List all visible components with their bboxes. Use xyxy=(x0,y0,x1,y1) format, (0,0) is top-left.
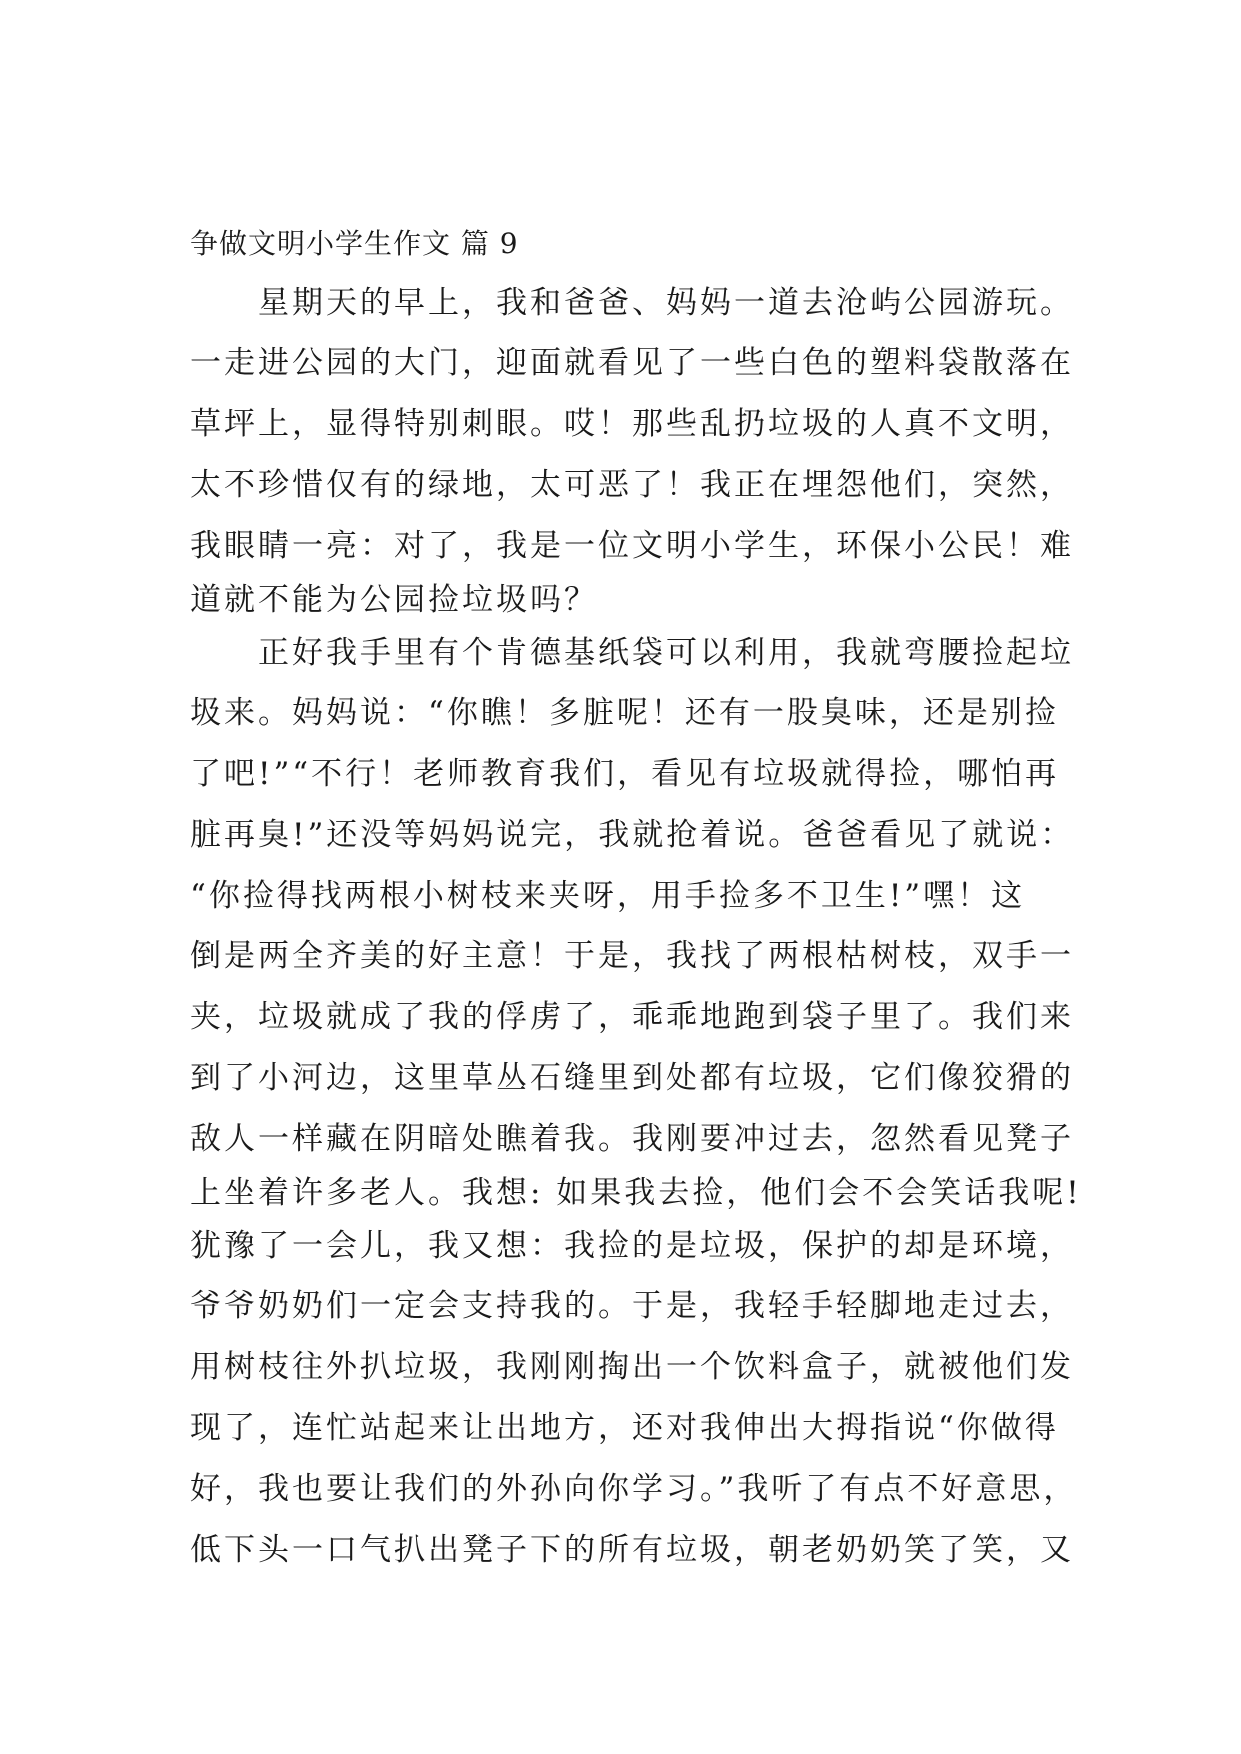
text-line: 我眼睛一亮：对了，我是一位文明小学生，环保小公民！难 xyxy=(190,528,1074,564)
text-line: 爷爷奶奶们一定会支持我的。于是，我轻手轻脚地走过去， xyxy=(190,1288,1074,1324)
text-line: 现了，连忙站起来让出地方，还对我伸出大拇指说“你做得 xyxy=(190,1410,1059,1446)
text-line: 敌人一样藏在阴暗处瞧着我。我刚要冲过去，忽然看见凳子 xyxy=(190,1121,1074,1157)
text-line: 圾来。妈妈说：“你瞧！多脏呢！还有一股臭味，还是别捡 xyxy=(190,695,1059,731)
text-line: 犹豫了一会儿，我又想：我捡的是垃圾，保护的却是环境， xyxy=(190,1228,1074,1264)
text-line: 脏再臭!”还没等妈妈说完，我就抢着说。爸爸看见了就说： xyxy=(190,817,1075,853)
document-title: 争做文明小学生作文 篇 9 xyxy=(190,227,519,260)
text-line: 低下头一口气扒出凳子下的所有垃圾，朝老奶奶笑了笑，又 xyxy=(190,1532,1074,1568)
text-line: 一走进公园的大门，迎面就看见了一些白色的塑料袋散落在 xyxy=(190,345,1074,381)
text-line: 到了小河边，这里草丛石缝里到处都有垃圾，它们像狡猾的 xyxy=(190,1060,1074,1096)
text-line: 太不珍惜仅有的绿地，太可恶了！我正在埋怨他们，突然， xyxy=(190,467,1074,503)
text-line: 夹，垃圾就成了我的俘虏了，乖乖地跑到袋子里了。我们来 xyxy=(190,999,1074,1035)
text-line: 道就不能为公园捡垃圾吗？ xyxy=(190,582,598,618)
text-line: 了吧!”“不行！老师教育我们，看见有垃圾就得捡，哪怕再 xyxy=(190,756,1060,792)
text-line: 正好我手里有个肯德基纸袋可以利用，我就弯腰捡起垃 xyxy=(190,635,1074,671)
text-line: 好，我也要让我们的外孙向你学习。”我听了有点不好意思， xyxy=(190,1471,1078,1507)
text-line: 倒是两全齐美的好主意！于是，我找了两根枯树枝，双手一 xyxy=(190,938,1074,974)
text-line: 用树枝往外扒垃圾，我刚刚掏出一个饮料盒子，就被他们发 xyxy=(190,1349,1074,1385)
text-line: 草坪上，显得特别刺眼。哎！那些乱扔垃圾的人真不文明， xyxy=(190,406,1074,442)
text-line: 星期天的早上，我和爸爸、妈妈一道去沧屿公园游玩。 xyxy=(190,285,1074,321)
text-line: 上坐着许多老人。我想: 如果我去捡，他们会不会笑话我呢! xyxy=(190,1175,1082,1211)
text-line: “你捡得找两根小树枝来夹呀，用手捡多不卫生!”嘿！这 xyxy=(190,878,1026,914)
